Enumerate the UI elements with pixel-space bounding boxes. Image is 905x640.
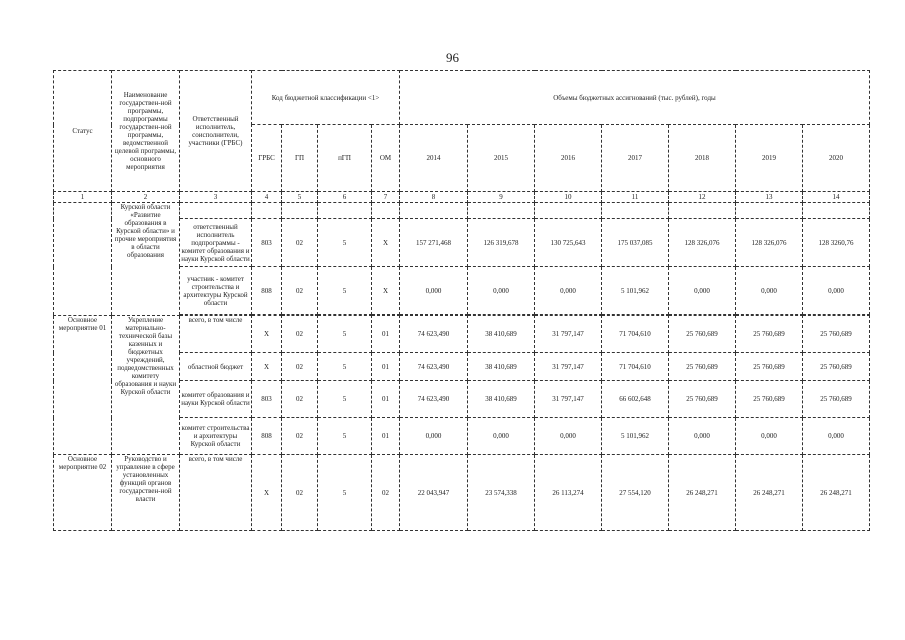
row-value: 74 623,490 bbox=[400, 381, 468, 418]
header-year: 2018 bbox=[669, 125, 736, 192]
row-value: 128 326,076 bbox=[669, 219, 736, 267]
column-number-row bbox=[54, 192, 870, 203]
row-grbs: Х bbox=[252, 316, 282, 353]
row-value: 0,000 bbox=[468, 418, 535, 455]
table-row bbox=[54, 316, 870, 353]
row-gp: 02 bbox=[282, 316, 318, 353]
row-pgp: 5 bbox=[318, 219, 372, 267]
row-value: 126 319,678 bbox=[468, 219, 535, 267]
row-gp: 02 bbox=[282, 381, 318, 418]
row-value: 25 760,689 bbox=[736, 353, 803, 381]
header-executor: Ответственный исполнитель, соисполнители, участники (ГРБС) bbox=[180, 71, 252, 192]
row-program-name: Руководство и управление в сфере установленных функций органов государствен-ной власти bbox=[112, 455, 180, 531]
row-value: 0,000 bbox=[535, 267, 602, 315]
row-value: 0,000 bbox=[535, 418, 602, 455]
row-value: 5 101,962 bbox=[602, 418, 669, 455]
column-number: 4 bbox=[252, 192, 282, 203]
row-gp: 02 bbox=[282, 267, 318, 315]
row-value: 128 326,076 bbox=[736, 219, 803, 267]
column-number: 3 bbox=[180, 192, 252, 203]
header-year: 2014 bbox=[400, 125, 468, 192]
row-value: 71 704,610 bbox=[602, 316, 669, 353]
row-value: 25 760,689 bbox=[669, 381, 736, 418]
row-program-name: Курской области «Развитие образования в Курской области» и прочие мероприятия в области образования bbox=[112, 203, 180, 316]
row-pgp: 5 bbox=[318, 418, 372, 455]
row-pgp: 5 bbox=[318, 316, 372, 353]
row-value: 0,000 bbox=[400, 418, 468, 455]
row-value: 0,000 bbox=[803, 418, 870, 455]
row-pgp: 5 bbox=[318, 455, 372, 531]
row-executor: всего, в том числе bbox=[180, 316, 252, 353]
row-pgp: 5 bbox=[318, 353, 372, 381]
row-value: 26 113,274 bbox=[535, 455, 602, 531]
row-grbs: Х bbox=[252, 455, 282, 531]
row-value: 74 623,490 bbox=[400, 353, 468, 381]
row-program-name: Укрепление материально-технической базы казенных и бюджетных учреждений, подведомственных комитету образования и науки Курской области bbox=[112, 316, 180, 455]
header-program-name: Наименование государствен-ной программы, подпрограммы государствен-ной программы, ведомственной целевой программы, основного мероприятия bbox=[112, 71, 180, 192]
header-year: 2015 bbox=[468, 125, 535, 192]
row-executor: областной бюджет bbox=[180, 353, 252, 381]
row-value: 25 760,689 bbox=[669, 353, 736, 381]
header-year: 2019 bbox=[736, 125, 803, 192]
row-value: 25 760,689 bbox=[803, 381, 870, 418]
column-number: 13 bbox=[736, 192, 803, 203]
row-value: 31 797,147 bbox=[535, 353, 602, 381]
row-gp: 02 bbox=[282, 353, 318, 381]
row-executor: комитет строительства и архитектуры Курской области bbox=[180, 418, 252, 455]
row-value: 38 410,689 bbox=[468, 381, 535, 418]
column-number: 6 bbox=[318, 192, 372, 203]
column-number: 5 bbox=[282, 192, 318, 203]
row-executor: всего, в том числе bbox=[180, 455, 252, 531]
row-value: 0,000 bbox=[803, 267, 870, 315]
row-om: 01 bbox=[372, 381, 400, 418]
row-value: 31 797,147 bbox=[535, 316, 602, 353]
row-value: 26 248,271 bbox=[803, 455, 870, 531]
column-number: 7 bbox=[372, 192, 400, 203]
row-pgp: 5 bbox=[318, 267, 372, 315]
row-status bbox=[54, 203, 112, 316]
header-status: Статус bbox=[54, 71, 112, 192]
column-number: 8 bbox=[400, 192, 468, 203]
row-value: 0,000 bbox=[736, 267, 803, 315]
table-row bbox=[54, 455, 870, 531]
row-gp: 02 bbox=[282, 219, 318, 267]
header-volume-group: Объемы бюджетных ассигнований (тыс. рублей), годы bbox=[400, 71, 870, 125]
row-value: 0,000 bbox=[669, 267, 736, 315]
header-year: 2017 bbox=[602, 125, 669, 192]
row-value: 25 760,689 bbox=[736, 316, 803, 353]
row-value: 31 797,147 bbox=[535, 381, 602, 418]
column-number: 11 bbox=[602, 192, 669, 203]
row-value: 25 760,689 bbox=[803, 316, 870, 353]
row-value: 22 043,947 bbox=[400, 455, 468, 531]
row-value: 157 271,468 bbox=[400, 219, 468, 267]
row-value: 25 760,689 bbox=[736, 381, 803, 418]
row-gp: 02 bbox=[282, 418, 318, 455]
row-value: 25 760,689 bbox=[803, 353, 870, 381]
column-number: 10 bbox=[535, 192, 602, 203]
row-value: 0,000 bbox=[669, 418, 736, 455]
row-value: 130 725,643 bbox=[535, 219, 602, 267]
column-number: 9 bbox=[468, 192, 535, 203]
row-value: 23 574,338 bbox=[468, 455, 535, 531]
row-value: 0,000 bbox=[400, 267, 468, 315]
row-value: 0,000 bbox=[468, 267, 535, 315]
row-om: Х bbox=[372, 267, 400, 315]
budget-table bbox=[53, 70, 870, 531]
row-om: 01 bbox=[372, 418, 400, 455]
row-executor: ответственный исполнитель подпрограммы - комитет образования и науки Курской области bbox=[180, 219, 252, 267]
row-value: 27 554,120 bbox=[602, 455, 669, 531]
row-value: 66 602,648 bbox=[602, 381, 669, 418]
row-value: 175 037,085 bbox=[602, 219, 669, 267]
row-grbs: Х bbox=[252, 353, 282, 381]
header-gp: ГП bbox=[282, 125, 318, 192]
row-value: 71 704,610 bbox=[602, 353, 669, 381]
row-value: 25 760,689 bbox=[669, 316, 736, 353]
page-number: 96 bbox=[446, 50, 459, 65]
header-grbs: ГРБС bbox=[252, 125, 282, 192]
column-number: 2 bbox=[112, 192, 180, 203]
header-code-group: Код бюджетной классификации <1> bbox=[252, 71, 400, 125]
row-grbs: 808 bbox=[252, 418, 282, 455]
column-number: 12 bbox=[669, 192, 736, 203]
header-om: ОМ bbox=[372, 125, 400, 192]
row-value: 38 410,689 bbox=[468, 316, 535, 353]
column-number: 1 bbox=[54, 192, 112, 203]
row-status: Основное мероприятие 01 bbox=[54, 316, 112, 455]
row-om: 01 bbox=[372, 353, 400, 381]
row-om: 01 bbox=[372, 316, 400, 353]
header-year: 2016 bbox=[535, 125, 602, 192]
row-value: 0,000 bbox=[736, 418, 803, 455]
row-value: 5 101,962 bbox=[602, 267, 669, 315]
row-value: 128 3260,76 bbox=[803, 219, 870, 267]
row-executor: участник - комитет строительства и архитектуры Курской области bbox=[180, 267, 252, 315]
row-pgp: 5 bbox=[318, 381, 372, 418]
column-number: 14 bbox=[803, 192, 870, 203]
row-grbs: 808 bbox=[252, 267, 282, 315]
row-grbs: 803 bbox=[252, 381, 282, 418]
row-om: Х bbox=[372, 219, 400, 267]
row-grbs: 803 bbox=[252, 219, 282, 267]
row-gp: 02 bbox=[282, 455, 318, 531]
row-value: 38 410,689 bbox=[468, 353, 535, 381]
header-pgp: пГП bbox=[318, 125, 372, 192]
row-executor: комитет образования и науки Курской области bbox=[180, 381, 252, 418]
row-status: Основное мероприятие 02 bbox=[54, 455, 112, 531]
row-value: 26 248,271 bbox=[669, 455, 736, 531]
row-om: 02 bbox=[372, 455, 400, 531]
row-value: 74 623,490 bbox=[400, 316, 468, 353]
header-year: 2020 bbox=[803, 125, 870, 192]
row-value: 26 248,271 bbox=[736, 455, 803, 531]
